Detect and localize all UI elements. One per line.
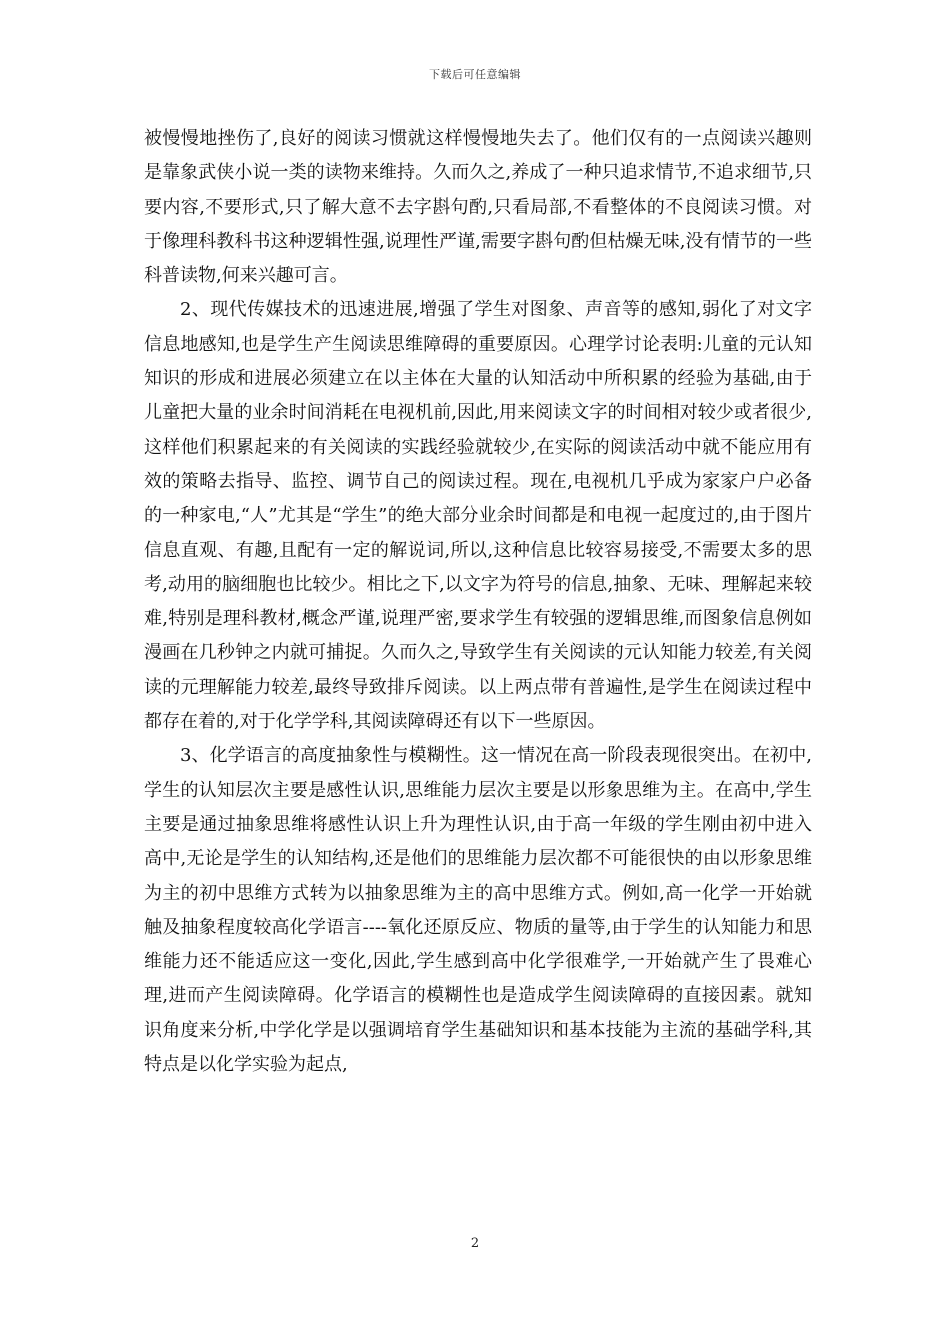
- body-text: [144, 122, 812, 1082]
- paragraph-point-2: 2、现代传媒技术的迅速进展,增强了学生对图象、声音等的感知,弱化了对文字信息地感知,也是学生产生阅读思维障碍的重要原因。心理学讨论表明:儿童的元认知知识的形成和进展必须建立在以主体在大量的认知活动中所积累的经验为基础,由于儿童把大量的业余时间消耗在电视机前,因此,用来阅读文字的时间相对较少或者很少,这样他们积累起来的有关阅读的实践经验就较少,在实际的阅读活动中就不能应用有效的策略去指导、监控、调节自己的阅读过程。现在,电视机几乎成为家家户户必备的一种家电,“人”尤其是“学生”的绝大部分业余时间都是和电视一起度过的,由于图片信息直观、有趣,且配有一定的解说词,所以,这种信息比较容易接受,不需要太多的思考,动用的脑细胞也比较少。相比之下,以文字为符号的信息,抽象、无味、理解起来较难,特别是理科教材,概念严谨,说理严密,要求学生有较强的逻辑思维,而图象信息例如漫画在几秒钟之内就可捕捉。久而久之,导致学生有关阅读的元认知能力较差,有关阅读的元理解能力较差,最终导致排斥阅读。以上两点带有普遍性,是学生在阅读过程中都存在着的,对于化学学科,其阅读障碍还有以下一些原因。: [144, 299, 812, 733]
- paragraph-continuation: 被慢慢地挫伤了,良好的阅读习惯就这样慢慢地失去了。他们仅有的一点阅读兴趣则是靠象武侠小说一类的读物来维持。久而久之,养成了一种只追求情节,不追求细节,只要内容,不要形式,只了解大意不去字斟句酌,只看局部,不看整体的不良阅读习惯。对于像理科教科书这种逻辑性强,说理性严谨,需要字斟句酌但枯燥无味,没有情节的一些科普读物,何来兴趣可言。: [144, 128, 812, 287]
- paragraph-point-3: 3、化学语言的高度抽象性与模糊性。这一情况在高一阶段表现很突出。在初中,学生的认知层次主要是感性认识,思维能力层次主要是以形象思维为主。在高中,学生主要是通过抽象思维将感性认识上升为理性认识,由于高一年级的学生刚由初中进入高中,无论是学生的认知结构,还是他们的思维能力层次都不可能很快的由以形象思维为主的初中思维方式转为以抽象思维为主的高中思维方式。例如,高一化学一开始就触及抽象程度较高化学语言----氧化还原反应、物质的量等,由于学生的认知能力和思维能力还不能适应这一变化,因此,学生感到高中化学很难学,一开始就产生了畏难心理,进而产生阅读障碍。化学语言的模糊性也是造成学生阅读障碍的直接因素。就知识角度来分析,中学化学是以强调培育学生基础知识和基本技能为主流的基础学科,其特点是以化学实验为起点,: [144, 745, 812, 1076]
- page-number: 2: [470, 1236, 480, 1251]
- page-header: 下载后可任意编辑: [429, 68, 521, 81]
